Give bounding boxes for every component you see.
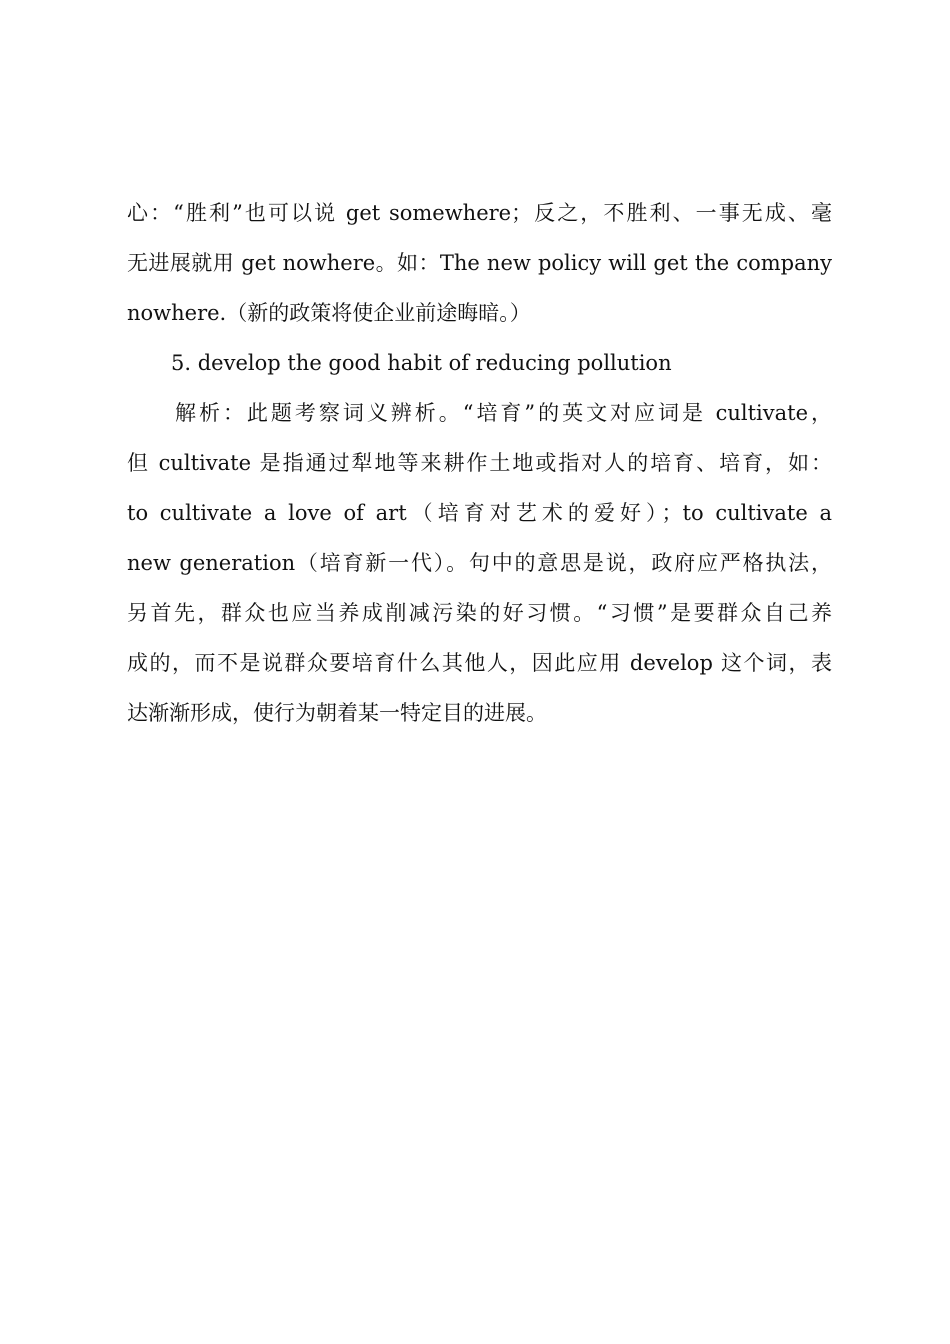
item-heading-5: 5. develop the good habit of reducing pollution (171, 351, 672, 375)
paragraph-line-2: 无进展就用 get nowhere。如：The new policy will get the company (127, 251, 832, 275)
analysis-line-2: 但 cultivate 是指通过犁地等来耕作土地或指对人的培育、培育，如： (127, 451, 832, 475)
analysis-line-4: new generation（培育新一代）。句中的意思是说，政府应严格执法， (127, 551, 832, 575)
analysis-line-3: to cultivate a love of art（培育对艺术的爱好）；to cultivate a (127, 501, 832, 525)
paragraph-line-1: 心：“胜利”也可以说 get somewhere；反之，不胜利、一事无成、毫 (127, 201, 832, 225)
analysis-line-7: 达渐渐形成，使行为朝着某一特定目的进展。 (127, 701, 547, 725)
document-body (127, 188, 832, 738)
analysis-line-5: 另首先，群众也应当养成削减污染的好习惯。“习惯”是要群众自己养 (127, 601, 832, 625)
analysis-line-6: 成的，而不是说群众要培育什么其他人，因此应用 develop 这个词，表 (127, 651, 832, 675)
paragraph-line-3: nowhere.（新的政策将使企业前途晦暗。） (127, 301, 531, 325)
analysis-line-1: 解析：此题考察词义辨析。“培育”的英文对应词是 cultivate， (175, 401, 832, 425)
